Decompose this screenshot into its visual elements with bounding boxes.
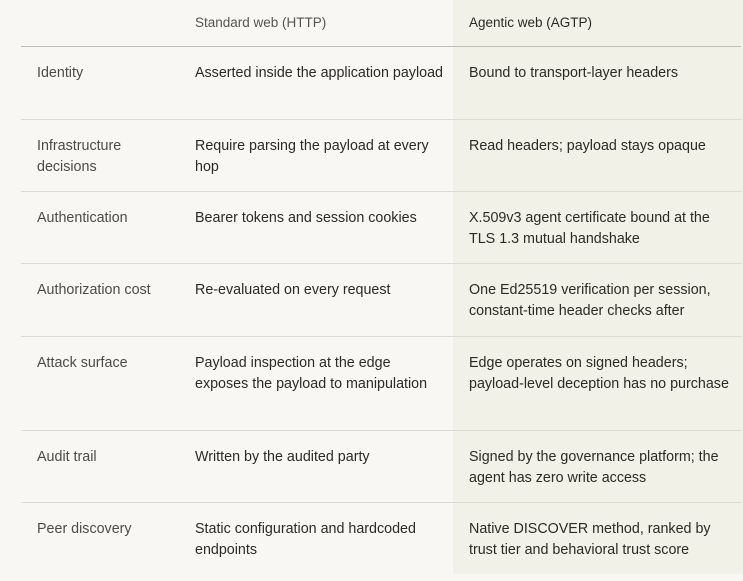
standard-cell: Static configuration and hardcoded endpoints xyxy=(195,520,416,558)
table-row xyxy=(21,336,741,430)
row-label: Authentication xyxy=(21,191,179,263)
agentic-cell: Edge operates on signed headers; payload-level deception has no purchase xyxy=(453,336,741,430)
header-agentic-web: Agentic web (AGTP) xyxy=(453,0,741,46)
header-standard-web: Standard web (HTTP) xyxy=(179,0,453,46)
table-row xyxy=(21,502,741,574)
row-label: Attack surface xyxy=(21,336,179,430)
standard-cell: Asserted inside the application payload xyxy=(179,46,453,119)
row-label: Identity xyxy=(21,46,179,119)
agentic-cell: Native DISCOVER method, ranked by trust tier and behavioral trust score xyxy=(469,520,711,558)
table-row xyxy=(21,191,741,263)
table-row xyxy=(21,263,741,336)
header-corner xyxy=(21,0,179,46)
table-row xyxy=(21,46,741,119)
row-label: Authorization cost xyxy=(21,263,179,336)
agentic-cell: Bound to transport-layer headers xyxy=(453,46,741,119)
standard-cell: Bearer tokens and session cookies xyxy=(179,191,453,263)
agentic-cell: One Ed25519 verification per session, constant-time header checks after xyxy=(453,263,741,336)
comparison-table xyxy=(21,0,741,574)
agentic-cell: Signed by the governance platform; the agent has zero write access xyxy=(453,430,741,502)
standard-cell: Payload inspection at the edge exposes the payload to manipulation xyxy=(179,336,453,430)
standard-cell: Written by the audited party xyxy=(179,430,453,502)
row-label: Peer discovery xyxy=(37,520,132,537)
row-label: Audit trail xyxy=(21,430,179,502)
header-row xyxy=(21,0,741,46)
standard-cell: Re-evaluated on every request xyxy=(179,263,453,336)
standard-cell: Require parsing the payload at every hop xyxy=(179,119,453,191)
agentic-cell: Read headers; payload stays opaque xyxy=(453,119,741,191)
table-row xyxy=(21,119,741,191)
table-row xyxy=(21,430,741,502)
row-label: Infrastructure decisions xyxy=(21,119,179,191)
agentic-cell: X.509v3 agent certificate bound at the TLS 1.3 mutual handshake xyxy=(453,191,741,263)
